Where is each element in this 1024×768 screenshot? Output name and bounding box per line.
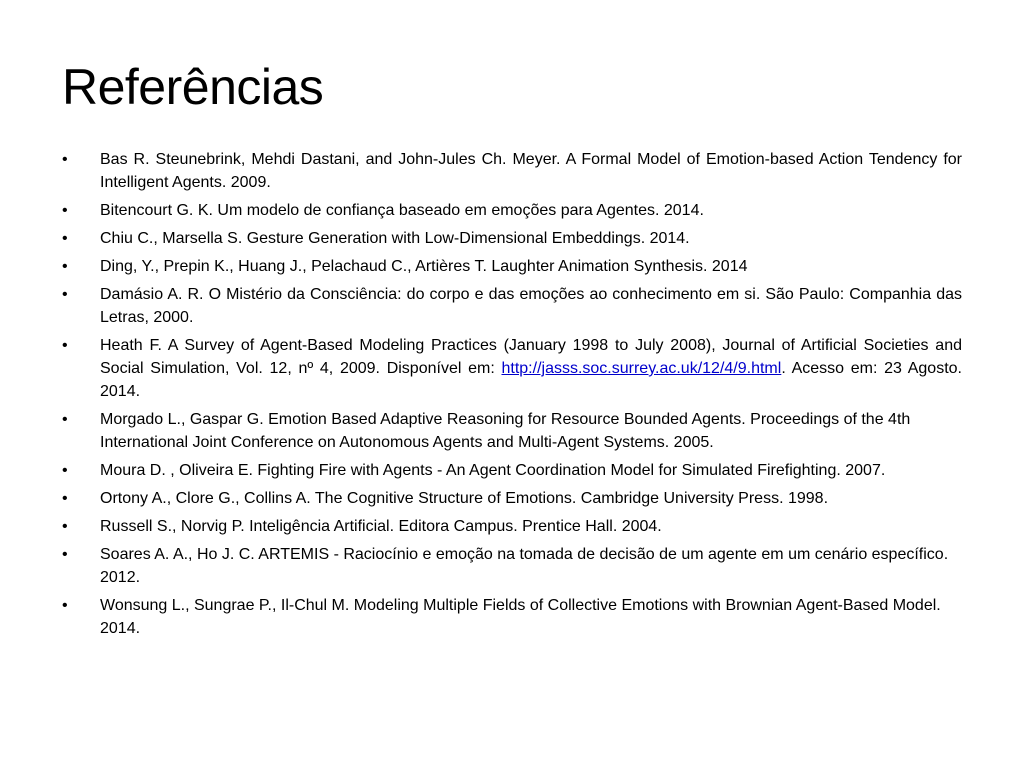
reference-item: [62, 199, 962, 222]
reference-item: [62, 334, 962, 403]
reference-text: Ding, Y., Prepin K., Huang J., Pelachaud C., Artières T. Laughter Animation Synthesis. 2014: [100, 258, 748, 275]
reference-list: [62, 148, 962, 645]
reference-text-after-link: . Acesso em: 23 Agosto. 2014.: [100, 360, 962, 400]
reference-text-with-link: [100, 334, 962, 403]
reference-item: [62, 543, 962, 589]
bullet-icon: •: [62, 151, 68, 168]
reference-text: Bitencourt G. K. Um modelo de confiança baseado em emoções para Agentes. 2014.: [100, 202, 704, 219]
bullet-icon: •: [62, 411, 68, 428]
reference-text: Wonsung L., Sungrae P., Il-Chul M. Modeling Multiple Fields of Collective Emotions with Brownian Agent-Based Model. 2014.: [100, 597, 941, 637]
reference-item: [62, 459, 962, 482]
reference-item: [62, 515, 962, 538]
reference-text-before-link: Heath F. A Survey of Agent-Based Modeling Practices (January 1998 to July 2008), Journal of Artificial Societies and Social Simulation, Vol. 12, nº 4, 2009. Disponível em:: [100, 337, 962, 377]
reference-item: [62, 408, 962, 454]
bullet-icon: •: [62, 490, 68, 507]
reference-text: Damásio A. R. O Mistério da Consciência: do corpo e das emoções ao conhecimento em si. São Paulo: Companhia das Letras, 2000.: [100, 286, 962, 326]
reference-link[interactable]: http://jasss.soc.surrey.ac.uk/12/4/9.html: [501, 360, 782, 377]
reference-text: Ortony A., Clore G., Collins A. The Cognitive Structure of Emotions. Cambridge University Press. 1998.: [100, 490, 829, 507]
bullet-icon: •: [62, 258, 68, 275]
bullet-icon: •: [62, 337, 68, 354]
reference-text: Bas R. Steunebrink, Mehdi Dastani, and John-Jules Ch. Meyer. A Formal Model of Emotion-based Action Tendency for Intelligent Agents. 2009.: [100, 151, 962, 191]
reference-item: [62, 227, 962, 250]
reference-item: [62, 255, 962, 278]
bullet-icon: •: [62, 597, 68, 614]
reference-item: [62, 283, 962, 329]
bullet-icon: •: [62, 518, 68, 535]
bullet-icon: •: [62, 286, 68, 303]
bullet-icon: •: [62, 202, 68, 219]
reference-text: Russell S., Norvig P. Inteligência Artificial. Editora Campus. Prentice Hall. 2004.: [100, 518, 662, 535]
reference-text: Morgado L., Gaspar G. Emotion Based Adaptive Reasoning for Resource Bounded Agents. Proceedings of the 4th International Joint Conference on Autonomous Agents and Multi-Agent Systems. 2005.: [100, 411, 911, 451]
slide-title: Referências: [62, 59, 324, 115]
bullet-icon: •: [62, 462, 68, 479]
reference-text: Moura D. , Oliveira E. Fighting Fire with Agents - An Agent Coordination Model for Simulated Firefighting. 2007.: [100, 462, 886, 479]
reference-item: [62, 487, 962, 510]
bullet-icon: •: [62, 230, 68, 247]
reference-item: [62, 594, 962, 640]
reference-text: Soares A. A., Ho J. C. ARTEMIS - Raciocínio e emoção na tomada de decisão de um agente em um cenário específico. 2012.: [100, 546, 949, 586]
reference-text: Chiu C., Marsella S. Gesture Generation with Low-Dimensional Embeddings. 2014.: [100, 230, 690, 247]
bullet-icon: •: [62, 546, 68, 563]
reference-item: [62, 148, 962, 194]
